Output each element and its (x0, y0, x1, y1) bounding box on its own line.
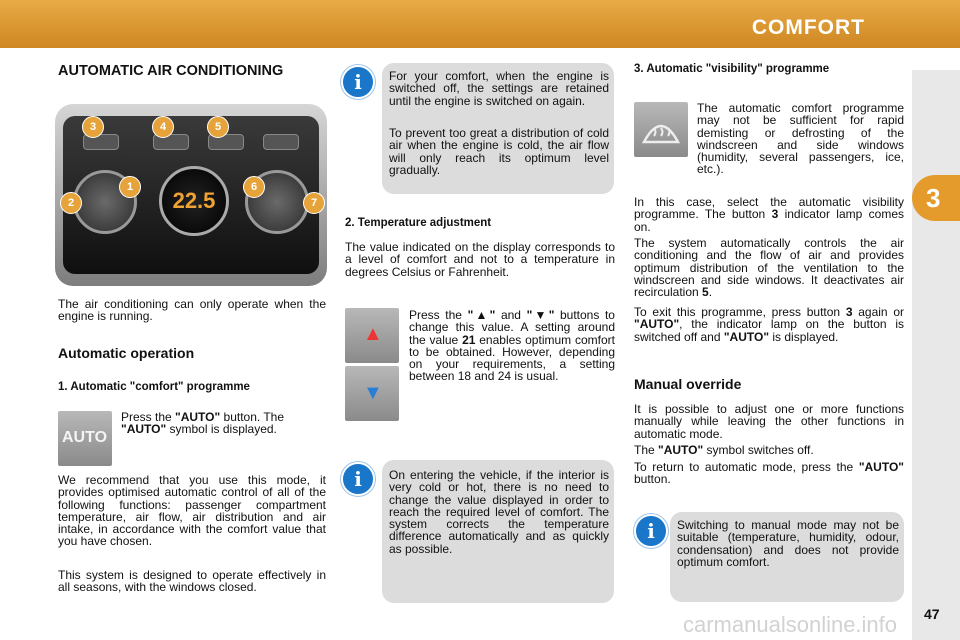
down-arrow-icon: ▼ (363, 382, 383, 404)
windscreen-demist-icon (634, 102, 688, 157)
chapter-tab[interactable] (912, 175, 960, 221)
up-arrow-icon: ▲ (363, 323, 383, 345)
automatic-operation-heading: Automatic operation (58, 345, 195, 361)
comfort-programme-heading: 1. Automatic "comfort" programme (58, 381, 250, 393)
intro-text: The air conditioning can only operate when the engine is running. (58, 297, 326, 324)
chapter-number: 3 (926, 183, 941, 213)
visibility-exit-text: To exit this programme, press button 3 again or "AUTO", the indicator lamp on the button is switched off and "AUTO" is displayed. (634, 305, 904, 344)
return-automatic-text: To return to automatic mode, press the "AUTO" button. (634, 460, 904, 487)
visibility-body: The automatic comfort programme may not be sufficient for rapid demisting or defrosting of the windscreen and side windows (humidity, several passengers, ice, etc.). (697, 101, 904, 177)
badge-4: 4 (152, 116, 174, 138)
watermark: carmanualsonline.info (683, 612, 898, 637)
press-arrows-text: Press the "▲" and "▼" buttons to change this value. A setting around the value 21 enables optimum comfort to be obtained. However, depending on your requirements, a setting between 18 and 24 is usual. (409, 308, 615, 384)
temperature-up-button-image (345, 308, 399, 363)
system-text: This system is designed to operate effectively in all seasons, with the windows closed. (58, 568, 326, 595)
auto-symbol-off-text: The "AUTO" symbol switches off. (634, 443, 814, 457)
info-settings-text: For your comfort, when the engine is switched off, the settings are retained until the engine is switched on again. (389, 69, 609, 108)
badge-1: 1 (119, 176, 141, 198)
info-icon: i (341, 462, 375, 496)
badge-2: 2 (60, 192, 82, 214)
manual-override-body: It is possible to adjust one or more functions manually while leaving the other functions in automatic mode. (634, 402, 904, 441)
page-number: 47 (924, 606, 940, 622)
temperature-display: 22.5 (159, 166, 229, 236)
recommend-text: We recommend that you use this mode, it provides optimised automatic control of all of the following functions: passenger compartment temperature, air flow, air distribution and air intake, in accordance with the comfort value that you have chosen. (58, 473, 326, 549)
badge-5: 5 (207, 116, 229, 138)
manual-override-heading: Manual override (634, 376, 742, 392)
badge-7: 7 (303, 192, 325, 214)
page-title: COMFORT (751, 16, 865, 39)
auto-button-label: AUTO (62, 429, 108, 446)
control-panel-face (63, 116, 319, 274)
section-title: AUTOMATIC AIR CONDITIONING (58, 63, 284, 79)
visibility-heading: 3. Automatic "visibility" programme (634, 63, 830, 75)
info-airflow-text: To prevent too great a distribution of cold air when the engine is cold, the air flow will only reach its optimum level gradually. (389, 126, 609, 177)
info-entering-text: On entering the vehicle, if the interior is very cold or hot, there is no need to change the value displayed in order to reach the required level of comfort. The system corrects the temperature difference automatically and as quickly as possible. (389, 468, 609, 556)
side-strip (912, 70, 960, 640)
panel-button-rear-demist (263, 134, 299, 150)
info-icon: i (634, 514, 668, 548)
info-icon: i (341, 65, 375, 99)
temperature-body: The value indicated on the display corresponds to a level of comfort and not to a temperature in degrees Celsius or Fahrenheit. (345, 240, 615, 279)
visibility-case-text: In this case, select the automatic visibility programme. The button 3 indicator lamp comes on. (634, 195, 905, 234)
demist-button-image (634, 102, 688, 157)
badge-3: 3 (82, 116, 104, 138)
visibility-controls-text: The system automatically controls the air conditioning and the flow of air and provides optimum distribution of the ventilation to the windscreen and side windows. It deactivates air recirculation 5. (634, 236, 904, 300)
info-manual-text: Switching to manual mode may not be suitable (temperature, humidity, odour, condensation) and does not provide optimum comfort. (677, 518, 899, 569)
badge-6: 6 (243, 176, 265, 198)
temperature-down-button-image (345, 366, 399, 421)
press-auto-text: Press the "AUTO" button. The "AUTO" symbol is displayed. (121, 410, 285, 437)
header-bar (0, 0, 960, 48)
auto-button-image (58, 411, 112, 466)
control-panel-image (55, 104, 327, 286)
temperature-heading: 2. Temperature adjustment (345, 217, 492, 229)
